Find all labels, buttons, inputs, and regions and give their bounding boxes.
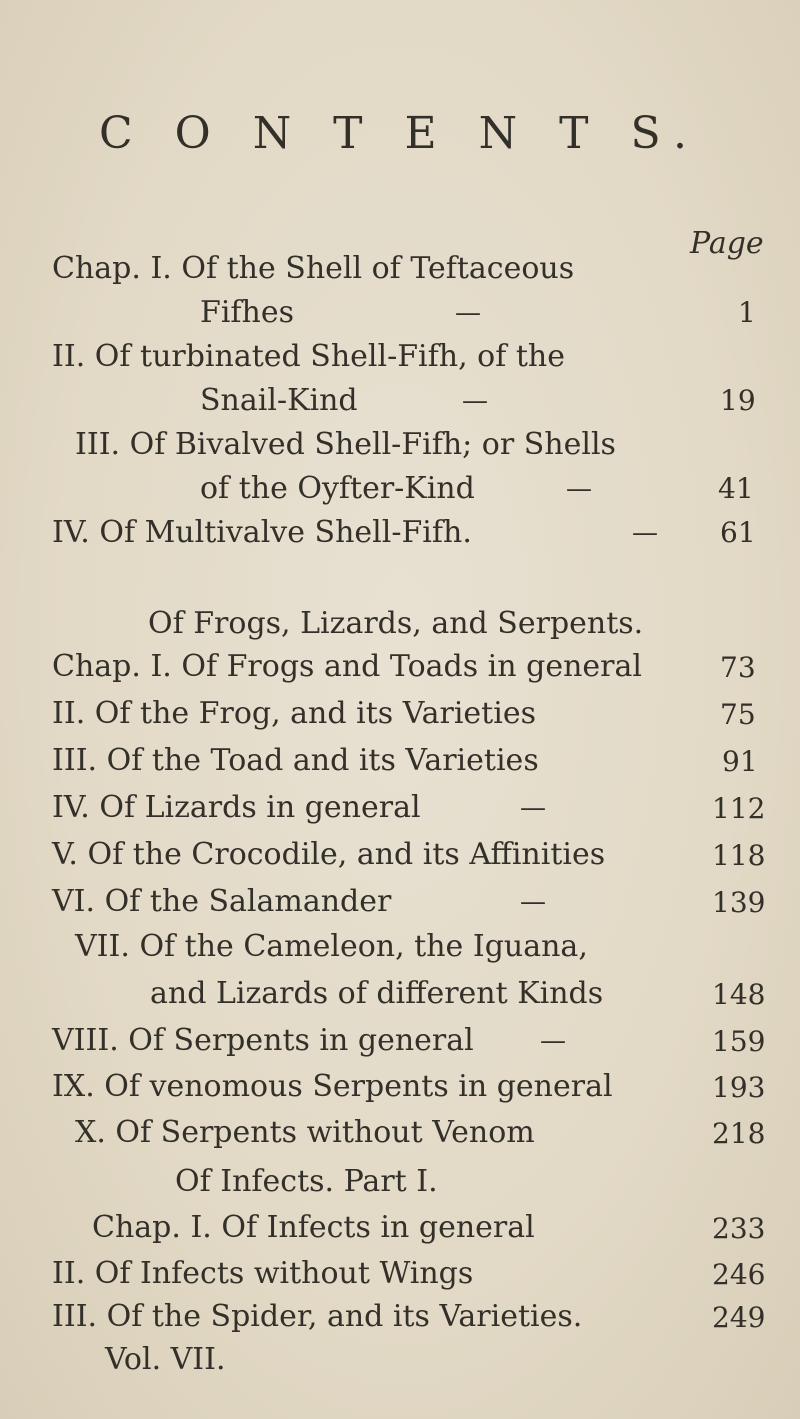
page-number: 91 bbox=[722, 745, 758, 778]
toc-entry-line: IV. Of Multivalve Shell-Fifh. bbox=[52, 515, 472, 550]
page-number: 73 bbox=[720, 651, 756, 684]
toc-entry-line: V. Of the Crocodile, and its Affinities bbox=[52, 837, 606, 872]
leader-dash: — bbox=[520, 793, 546, 823]
page-number: 61 bbox=[720, 516, 756, 549]
page-number: 139 bbox=[712, 886, 766, 919]
page-number: 112 bbox=[712, 792, 766, 825]
toc-entry-continuation: Snail-Kind bbox=[200, 383, 358, 418]
toc-entry-line: VI. Of the Salamander bbox=[52, 884, 392, 919]
toc-entry-line: II. Of the Frog, and its Varieties bbox=[52, 696, 536, 731]
toc-entry-line: III. Of the Toad and its Varieties bbox=[52, 743, 539, 778]
page-number: 148 bbox=[712, 978, 766, 1011]
leader-dash: — bbox=[566, 474, 592, 504]
toc-entry-continuation: Fifhes bbox=[200, 295, 294, 330]
page-number: 246 bbox=[712, 1258, 766, 1291]
section-title: Of Infects. Part I. bbox=[175, 1164, 438, 1199]
leader-dash: — bbox=[632, 518, 658, 548]
leader-dash: — bbox=[520, 887, 546, 917]
toc-entry-line: VII. Of the Cameleon, the Iguana, bbox=[75, 929, 588, 964]
page-number: 19 bbox=[720, 384, 756, 417]
toc-entry-line: Chap. I. Of Frogs and Toads in general bbox=[52, 649, 642, 684]
toc-entry-line: III. Of Bivalved Shell-Fifh; or Shells bbox=[75, 427, 616, 462]
page-number: 233 bbox=[712, 1212, 766, 1245]
toc-entry-continuation: and Lizards of different Kinds bbox=[150, 976, 604, 1011]
page-number: 249 bbox=[712, 1301, 766, 1334]
page-number: 118 bbox=[712, 839, 766, 872]
toc-entry-line: IX. Of venomous Serpents in general bbox=[52, 1069, 613, 1104]
toc-entry-continuation: of the Oyfter-Kind bbox=[200, 471, 475, 506]
section-title: Of Frogs, Lizards, and Serpents. bbox=[148, 606, 644, 641]
page-number: 1 bbox=[738, 296, 756, 329]
toc-entry-line: II. Of Infects without Wings bbox=[52, 1256, 474, 1291]
page-number: 159 bbox=[712, 1025, 766, 1058]
toc-entry-line: Chap. I. Of the Shell of Teftaceous bbox=[52, 251, 575, 286]
toc-entry-line: VIII. Of Serpents in general bbox=[52, 1023, 474, 1058]
toc-entry-line: Chap. I. Of Infects in general bbox=[92, 1210, 535, 1245]
page-number: 193 bbox=[712, 1071, 766, 1104]
toc-entry-line: II. Of turbinated Shell-Fifh, of the bbox=[52, 339, 565, 374]
toc-entry-line: IV. Of Lizards in general bbox=[52, 790, 421, 825]
leader-dash: — bbox=[462, 386, 488, 416]
page-column-label: Page bbox=[690, 226, 764, 261]
toc-entry-line: X. Of Serpents without Venom bbox=[75, 1115, 535, 1150]
contents-heading: C O N T E N T S. bbox=[98, 108, 702, 159]
leader-dash: — bbox=[540, 1026, 566, 1056]
page-number: 75 bbox=[720, 698, 756, 731]
leader-dash: — bbox=[455, 298, 481, 328]
page-number: 218 bbox=[712, 1117, 766, 1150]
toc-entry-line: III. Of the Spider, and its Varieties. bbox=[52, 1299, 583, 1334]
page-number: 41 bbox=[718, 472, 754, 505]
catchword: Vol. VII. bbox=[105, 1342, 226, 1377]
